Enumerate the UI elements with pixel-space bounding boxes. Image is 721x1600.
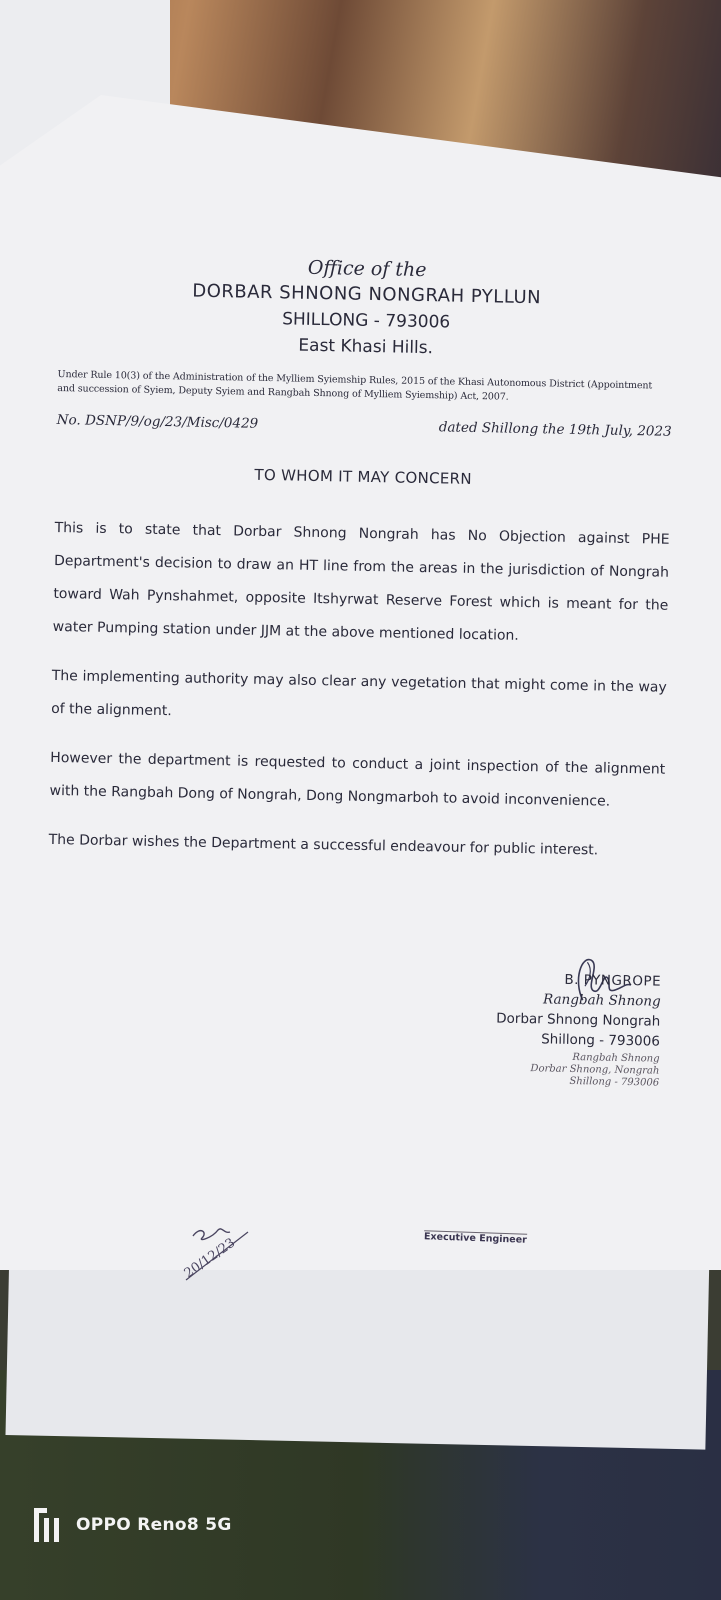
letter-date: dated Shillong the 19th July, 2023 — [438, 419, 672, 440]
body-paragraph-1: This is to state that Dorbar Shnong Nongrah has No Objection against PHE Department's decision to draw an HT line from the areas in the jurisdiction of Nongrah toward Wah Pynshahmet, opposite Itshyrwat Reserve Forest which is meant for the water Pumping station under JJM at the above mentioned location. — [52, 519, 670, 644]
stamp-line-2: Dorbar Shnong, Nongrah — [530, 1063, 660, 1077]
organization-name: DORBAR SHNONG NONGRAH PYLLUN — [192, 280, 542, 309]
body-paragraph-4: The Dorbar wishes the Department a successful endeavour for public interest. — [48, 831, 599, 859]
signatory-name: B. PYNGROPE — [564, 971, 662, 990]
reference-line — [57, 412, 672, 440]
device-name: OPPO Reno8 5G — [76, 1515, 232, 1535]
camera-watermark — [32, 1506, 232, 1544]
reference-number: No. DSNP/9/og/23/Misc/0429 — [56, 411, 259, 432]
stamp-line-3: Shillong - 793006 — [569, 1075, 660, 1089]
handwritten-date-text: 20/12/23 — [181, 1235, 239, 1282]
body-paragraph-2: The implementing authority may also clear any vegetation that might come in the way of the alignment. — [51, 667, 667, 720]
official-stamp — [495, 1051, 660, 1090]
letterhead — [58, 250, 675, 366]
letter — [48, 250, 675, 1089]
signatory-title: Rangbah Shnong — [542, 991, 661, 1010]
signatory-city: Shillong - 793006 — [541, 1031, 661, 1050]
office-of-label: Office of the — [307, 256, 427, 282]
letter-heading: TO WHOM IT MAY CONCERN — [254, 465, 473, 488]
executive-engineer-label: Executive Engineer — [423, 1231, 527, 1246]
city-pin: SHILLONG - 793006 — [281, 309, 451, 333]
rule-reference: Under Rule 10(3) of the Administration of the Mylliem Syiemship Rules, 2015 of the Khasi Autonomous District (Appointment and succession of Syiem, Deputy Syiem and Rangbah Shnong of Mylliem Syiemship) Act, 2007. — [57, 368, 653, 403]
camera-logo-icon — [32, 1506, 62, 1544]
district: East Khasi Hills. — [298, 335, 434, 359]
signatory-block — [495, 969, 661, 1090]
signatory-org: Dorbar Shnong Nongrah — [496, 1010, 661, 1030]
handwritten-initial-date — [178, 1218, 268, 1288]
stamp-line-1: Rangbah Shnong — [572, 1051, 660, 1065]
body-paragraph-3: However the department is requested to conduct a joint inspection of the alignment with the Rangbah Dong of Nongrah, Dong Nongmarboh to avoid inconvenience. — [49, 749, 666, 810]
